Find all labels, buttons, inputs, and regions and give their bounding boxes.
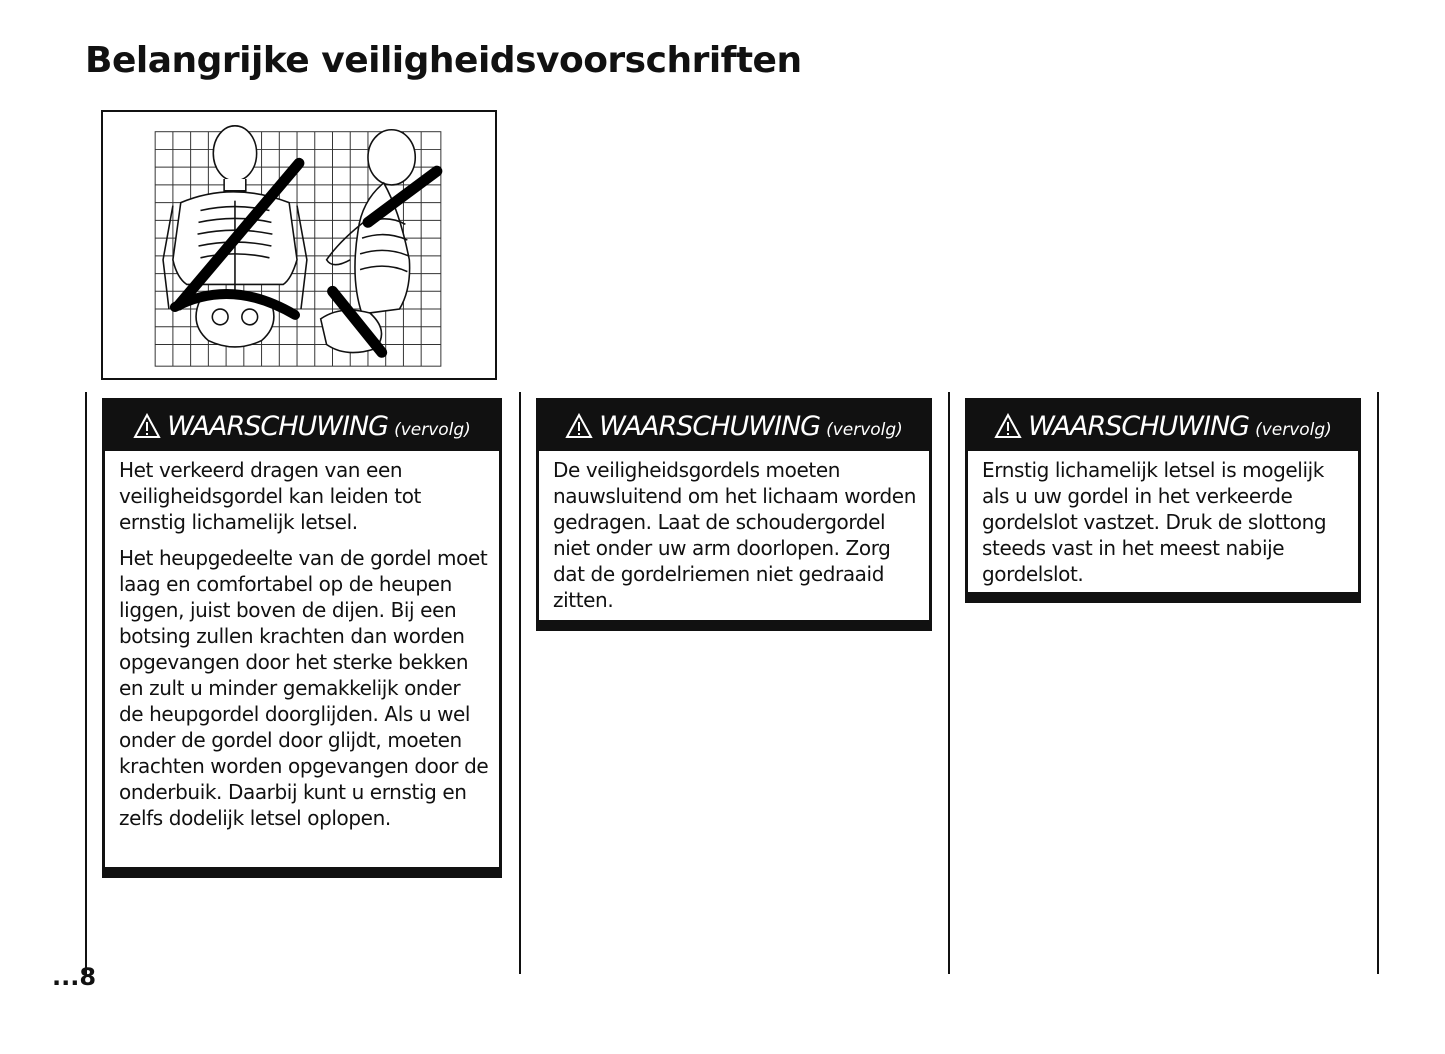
warning-box-2 [536, 398, 932, 631]
warning-box-1 [102, 398, 502, 878]
warning-paragraph: Het verkeerd dragen van een veiligheidsgordel kan leiden tot ernstig lichamelijk letsel. [119, 458, 421, 534]
warning-subtitle: (vervolg) [394, 420, 471, 440]
column-rule-2 [519, 392, 521, 974]
warning-paragraph: De veiligheidsgordels moeten nauwsluitend om het lichaam worden gedragen. Laat de schoudergordel niet onder uw arm doorlopen. Zorg dat de gordelriemen niet gedraaid zitten. [553, 458, 916, 612]
warning-triangle-icon [133, 413, 161, 439]
column-rule-1 [85, 392, 87, 974]
warning-paragraph: Ernstig lichamelijk letsel is mogelijk als u uw gordel in het verkeerde gordelslot vastzet. Druk de slottong steeds vast in het meest nabije gordelslot. [982, 458, 1327, 586]
warning-box-3 [965, 398, 1361, 603]
column-rule-3 [948, 392, 950, 974]
page-title: Belangrijke veiligheidsvoorschriften [85, 40, 802, 81]
warning-header [968, 401, 1358, 451]
warning-title: WAARSCHUWING [599, 410, 821, 442]
page-number: ...8 [52, 963, 97, 991]
warning-header [539, 401, 929, 451]
warning-paragraph: Het heupgedeelte van de gordel moet laag en comfortabel op de heupen liggen, juist boven de dijen. Bij een botsing zullen krachten dan worden opgevangen door het sterke bekken en zult u minder gemakkelijk onder de heupgordel doorglijden. Als u wel onder de gordel door glijdt, moeten krachten worden opgevangen door de onderbuik. Daarbij kunt u ernstig en zelfs dodelijk letsel oplopen. [119, 546, 489, 830]
warning-body [539, 451, 929, 623]
warning-body [105, 451, 499, 841]
side-skeleton [321, 130, 416, 353]
warning-title: WAARSCHUWING [167, 410, 389, 442]
warning-header [105, 401, 499, 451]
warning-title: WAARSCHUWING [1028, 410, 1250, 442]
column-rule-4 [1377, 392, 1379, 974]
warning-triangle-icon [565, 413, 593, 439]
seat-belt-illustration [101, 110, 497, 380]
warning-body [968, 451, 1358, 597]
warning-subtitle: (vervolg) [826, 420, 903, 440]
warning-triangle-icon [994, 413, 1022, 439]
warning-subtitle: (vervolg) [1255, 420, 1332, 440]
